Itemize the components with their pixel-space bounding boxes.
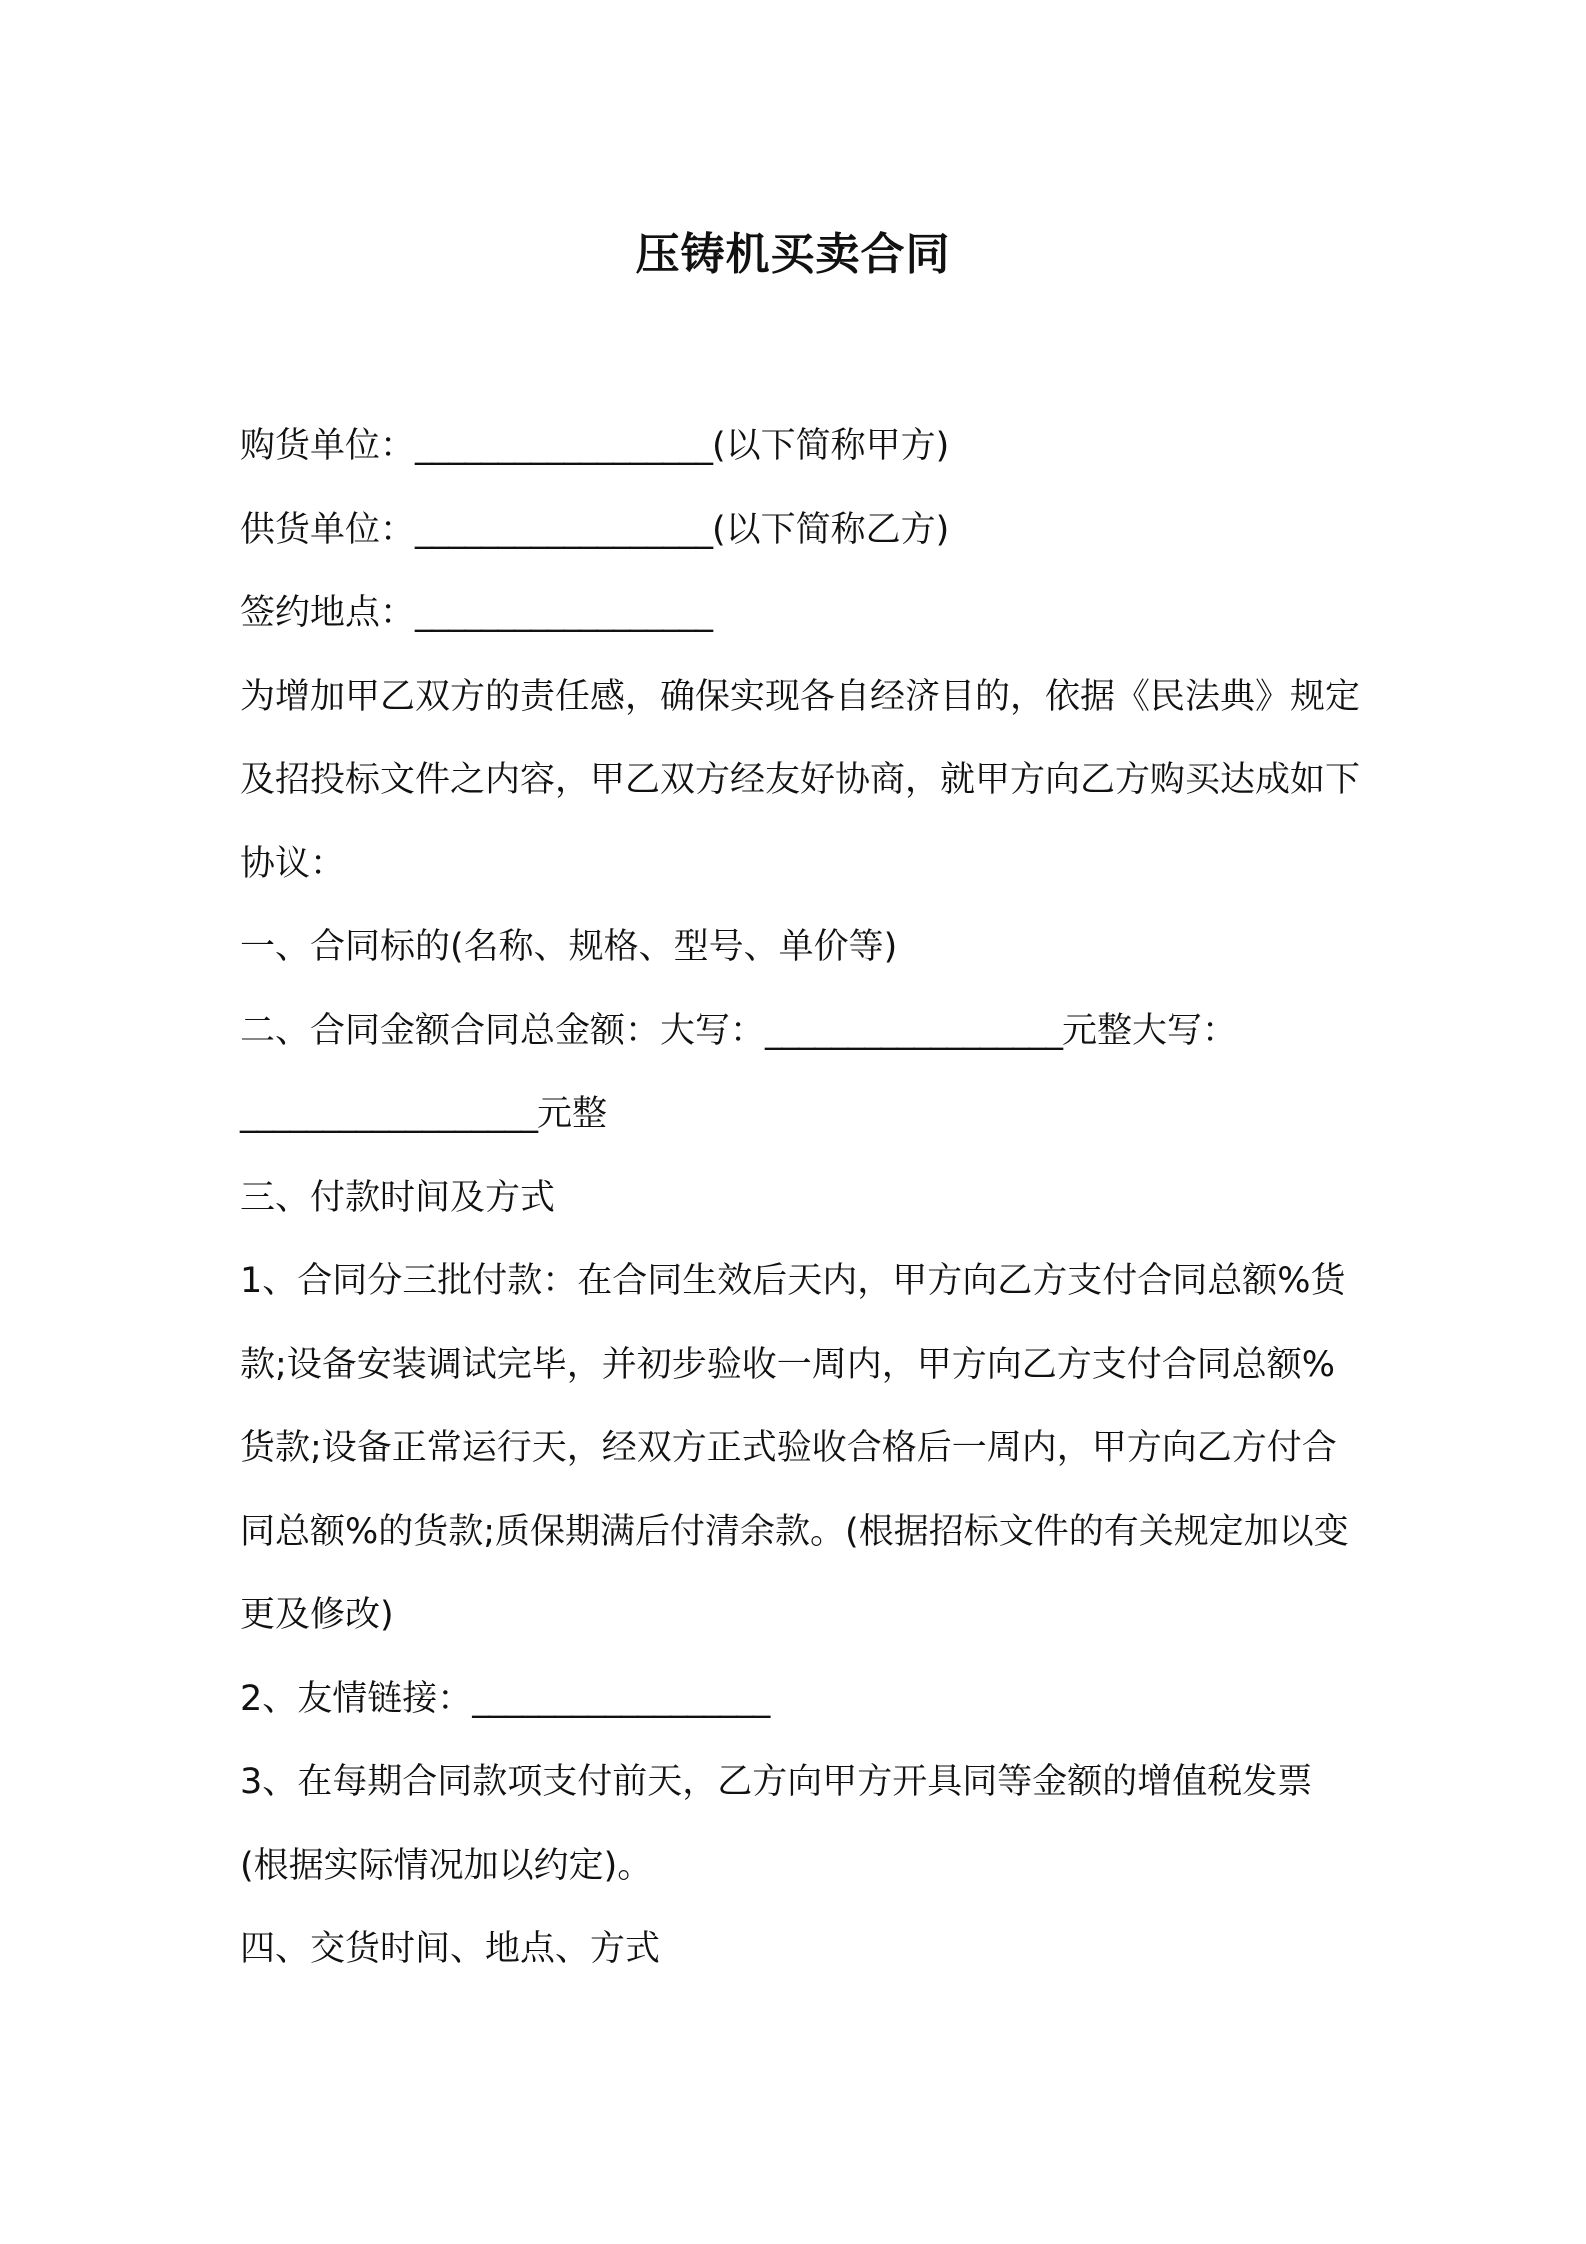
buyer-line (240, 405, 1360, 489)
section-2-label: 二、合同金额合同总金额：大写： (240, 1010, 766, 1051)
section-4-heading: 四、交货时间、地点、方式 (240, 1929, 661, 1969)
buyer-label: 购货单位： (240, 426, 416, 466)
seller-blank: __________________ (415, 509, 713, 550)
seller-note: (以下简称乙方) (712, 509, 950, 550)
place-line (240, 572, 1360, 656)
section-1-heading: 一、合同标的(名称、规格、型号、单价等) (240, 927, 898, 967)
section-2-middle: 元整大写： (1062, 1010, 1238, 1051)
place-blank: __________________ (415, 593, 713, 633)
document-body (240, 405, 1360, 1992)
amount-blank-2: __________________ (240, 1094, 537, 1134)
section-2-end: 元整 (537, 1094, 608, 1134)
amount-blank-1: __________________ (765, 1010, 1063, 1051)
seller-line (240, 489, 1360, 573)
section-3-heading: 三、付款时间及方式 (240, 1177, 556, 1218)
section-3-item-1: 1、合同分三批付款：在合同生效后天内，甲方向乙方支付合同总额%货款;设备安装调试完毕，并初步验收一周内，甲方向乙方支付合同总额%货款;设备正常运行天，经双方正式验收合格后一周内，甲方向乙方付合同总额%的货款;质保期满后付清余款。(根据招标文件的有关规定加以变更及修改) (240, 1261, 1349, 1635)
section-3-item-3: 3、在每期合同款项支付前天，乙方向甲方开具同等金额的增值税发票(根据实际情况加以约定)。 (240, 1762, 1313, 1886)
intro-paragraph: 为增加甲乙双方的责任感，确保实现各自经济目的，依据《民法典》规定及招投标文件之内容，甲乙双方经友好协商，就甲方向乙方购买达成如下协议： (240, 676, 1361, 884)
seller-label: 供货单位： (240, 509, 416, 550)
place-label: 签约地点： (240, 593, 416, 633)
item-2-blank: __________________ (472, 1678, 770, 1719)
buyer-note: (以下简称甲方) (712, 426, 950, 466)
item-2-label: 2、友情链接： (240, 1678, 473, 1719)
buyer-blank: __________________ (415, 426, 713, 466)
section-3-item-2 (240, 1658, 1360, 1742)
section-2-amount (240, 990, 1360, 1157)
document-title: 压铸机买卖合同 (635, 229, 951, 280)
